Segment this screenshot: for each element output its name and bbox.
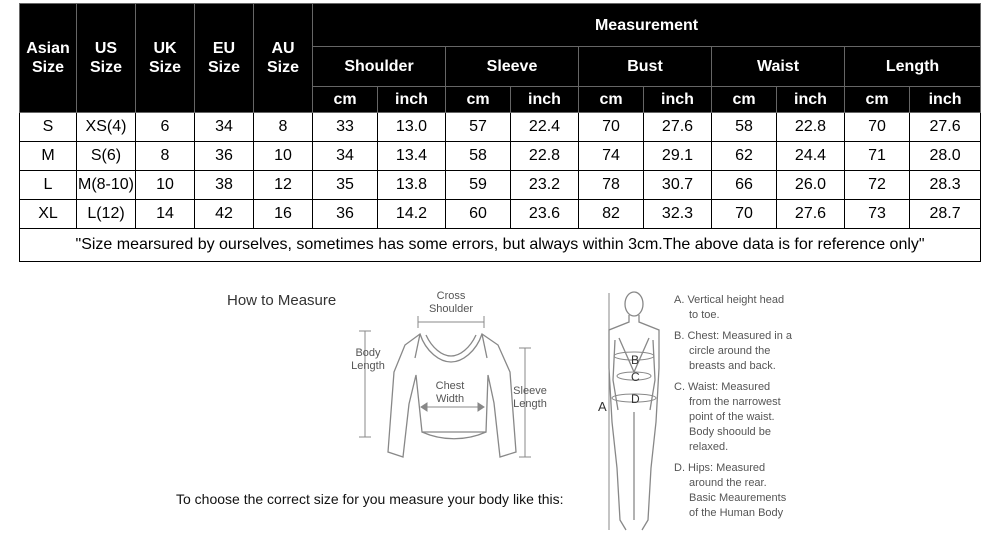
header-sleeve: Sleeve [446, 47, 579, 87]
table-cell: 23.6 [511, 200, 579, 229]
table-cell: 27.6 [644, 113, 712, 142]
unit-cm: cm [712, 87, 777, 113]
header-measurement: Measurement [313, 4, 981, 47]
measure-instruction: To choose the correct size for you measure your body like this: [176, 491, 564, 507]
note-c-waist: C. Waist: Measured from the narrowest point of the waist. Body shoould be relaxed. [674, 381, 781, 453]
table-cell: 34 [195, 113, 254, 142]
table-cell: 12 [254, 171, 313, 200]
unit-inch: inch [644, 87, 712, 113]
table-cell: 16 [254, 200, 313, 229]
table-cell: 62 [712, 142, 777, 171]
table-cell: 59 [446, 171, 511, 200]
unit-cm: cm [579, 87, 644, 113]
table-cell: 28.0 [910, 142, 981, 171]
table-cell: 78 [579, 171, 644, 200]
note-b-chest: B. Chest: Measured in a circle around the breasts and back. [674, 330, 793, 372]
header-shoulder: Shoulder [313, 47, 446, 87]
table-cell: 57 [446, 113, 511, 142]
header-us-size: US Size [77, 4, 136, 113]
table-cell: 10 [254, 142, 313, 171]
table-cell: XS(4) [77, 113, 136, 142]
table-cell: M [20, 142, 77, 171]
table-cell: S [20, 113, 77, 142]
table-cell: 70 [579, 113, 644, 142]
table-cell: 23.2 [511, 171, 579, 200]
table-cell: L(12) [77, 200, 136, 229]
marker-c: C [631, 370, 640, 384]
table-cell: 36 [195, 142, 254, 171]
unit-inch: inch [910, 87, 981, 113]
table-cell: 36 [313, 200, 378, 229]
unit-cm: cm [446, 87, 511, 113]
table-cell: 13.4 [378, 142, 446, 171]
header-waist: Waist [712, 47, 845, 87]
table-cell: 22.8 [777, 113, 845, 142]
table-cell: 74 [579, 142, 644, 171]
table-cell: 13.0 [378, 113, 446, 142]
marker-d: D [631, 392, 640, 406]
table-cell: 32.3 [644, 200, 712, 229]
header-asian-size: Asian Size [20, 4, 77, 113]
table-cell: 70 [845, 113, 910, 142]
note-a-height: A. Vertical height head to toe. [674, 294, 785, 321]
table-cell: 22.4 [511, 113, 579, 142]
table-cell: 24.4 [777, 142, 845, 171]
body-figure-icon [609, 292, 659, 530]
table-cell: 73 [845, 200, 910, 229]
table-cell: 58 [446, 142, 511, 171]
table-cell: 8 [136, 142, 195, 171]
unit-cm: cm [845, 87, 910, 113]
unit-inch: inch [777, 87, 845, 113]
table-cell: 10 [136, 171, 195, 200]
table-cell: 13.8 [378, 171, 446, 200]
table-cell: 26.0 [777, 171, 845, 200]
table-cell: 38 [195, 171, 254, 200]
table-cell: 72 [845, 171, 910, 200]
sleeve-length-label: Sleeve Length [513, 385, 547, 410]
table-cell: 6 [136, 113, 195, 142]
header-uk-size: UK Size [136, 4, 195, 113]
table-cell: 30.7 [644, 171, 712, 200]
marker-a: A [598, 399, 607, 414]
table-cell: 66 [712, 171, 777, 200]
header-eu-size: EU Size [195, 4, 254, 113]
table-cell: S(6) [77, 142, 136, 171]
unit-cm: cm [313, 87, 378, 113]
table-cell: XL [20, 200, 77, 229]
body-length-label: Body Length [351, 347, 385, 372]
unit-inch: inch [511, 87, 579, 113]
table-cell: M(8-10) [77, 171, 136, 200]
unit-inch: inch [378, 87, 446, 113]
cross-shoulder-label: Cross Shoulder [428, 290, 474, 315]
table-cell: 28.7 [910, 200, 981, 229]
how-to-measure-title: How to Measure [227, 292, 337, 309]
body-measure-notes [674, 293, 834, 527]
marker-b: B [631, 353, 640, 367]
reference-note: "Size mearsured by ourselves, sometimes has some errors, but always within 3cm.The above data is for reference only" [20, 229, 981, 262]
table-cell: 29.1 [644, 142, 712, 171]
header-length: Length [845, 47, 981, 87]
header-au-size: AU Size [254, 4, 313, 113]
table-cell: 71 [845, 142, 910, 171]
table-cell: 28.3 [910, 171, 981, 200]
table-cell: 35 [313, 171, 378, 200]
chest-width-label: Chest Width [435, 380, 465, 405]
table-cell: 82 [579, 200, 644, 229]
table-cell: 34 [313, 142, 378, 171]
table-cell: 60 [446, 200, 511, 229]
table-cell: 42 [195, 200, 254, 229]
table-cell: 8 [254, 113, 313, 142]
header-bust: Bust [579, 47, 712, 87]
table-cell: 33 [313, 113, 378, 142]
table-cell: 14 [136, 200, 195, 229]
table-cell: 58 [712, 113, 777, 142]
table-cell: 22.8 [511, 142, 579, 171]
table-cell: 27.6 [910, 113, 981, 142]
table-cell: 27.6 [777, 200, 845, 229]
note-d-hips: D. Hips: Measured around the rear. Basic Meaurements of the Human Body [674, 462, 787, 519]
table-cell: L [20, 171, 77, 200]
table-cell: 70 [712, 200, 777, 229]
table-cell: 14.2 [378, 200, 446, 229]
